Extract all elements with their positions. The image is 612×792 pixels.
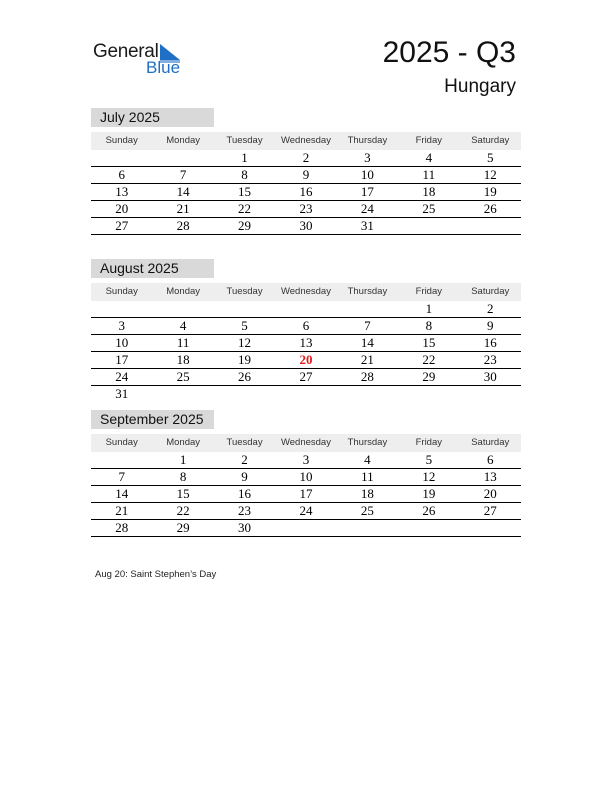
weekday-label: Thursday — [347, 135, 388, 146]
day-cell: 2 — [486, 301, 494, 316]
holiday-day-cell: 20 — [299, 352, 313, 367]
weekday-label: Saturday — [471, 286, 510, 297]
day-cell: 14 — [115, 486, 129, 501]
week-row — [91, 218, 521, 235]
day-cell: 24 — [360, 201, 374, 216]
day-cell: 9 — [486, 318, 494, 333]
day-cell: 1 — [241, 150, 248, 165]
day-cell: 28 — [360, 369, 374, 384]
day-cell: 2 — [302, 150, 310, 165]
day-cell: 29 — [422, 369, 436, 384]
day-cell: 12 — [483, 167, 497, 182]
country-name: Hungary — [444, 76, 516, 97]
day-cell: 29 — [176, 520, 190, 535]
day-cell: 5 — [425, 452, 433, 467]
week-row — [91, 352, 521, 369]
day-cell: 25 — [176, 369, 190, 384]
day-cell: 6 — [486, 452, 494, 467]
week-row — [91, 486, 521, 503]
week-row — [91, 503, 521, 520]
day-cell: 23 — [483, 352, 497, 367]
weekday-label: Thursday — [347, 437, 388, 448]
weekday-label: Wednesday — [280, 286, 331, 297]
day-cell: 1 — [179, 452, 187, 467]
day-cell — [460, 520, 521, 536]
weekday-label: Sunday — [105, 286, 138, 297]
weekday-label: Saturday — [471, 437, 510, 448]
weekday-label: Monday — [166, 437, 201, 448]
day-cell: 14 — [360, 335, 374, 350]
weekday-label: Monday — [166, 135, 201, 146]
day-cell: 1 — [425, 301, 433, 316]
week-row — [91, 386, 521, 402]
day-cell: 12 — [422, 469, 436, 484]
day-cell: 20 — [115, 201, 129, 216]
week-row — [91, 520, 521, 537]
day-cell: 5 — [486, 150, 494, 165]
weekday-label: Sunday — [105, 437, 138, 448]
day-cell: 8 — [241, 167, 248, 182]
day-cell: 7 — [118, 469, 125, 484]
day-cell: 28 — [115, 520, 129, 535]
day-cell: 6 — [118, 167, 125, 182]
day-cell: 16 — [238, 486, 252, 501]
day-cell: 18 — [422, 184, 436, 199]
day-cell: 24 — [299, 503, 313, 518]
day-cell — [91, 150, 152, 166]
day-cell: 17 — [360, 184, 374, 199]
day-cell: 12 — [238, 335, 252, 350]
day-cell: 26 — [238, 369, 252, 384]
week-row — [91, 452, 521, 469]
day-cell: 8 — [179, 469, 187, 484]
day-cell: 3 — [364, 150, 371, 165]
day-cell — [152, 150, 213, 166]
weekday-label: Tuesday — [226, 135, 263, 146]
brand-general-text: General — [93, 41, 159, 62]
day-cell: 25 — [422, 201, 436, 216]
day-cell: 24 — [115, 369, 129, 384]
weekday-label: Wednesday — [280, 135, 331, 146]
month-title: July 2025 — [91, 108, 214, 127]
weekday-label: Thursday — [347, 286, 388, 297]
day-cell — [460, 386, 521, 402]
day-cell: 23 — [238, 503, 252, 518]
day-cell: 6 — [302, 318, 310, 333]
day-cell: 11 — [176, 335, 190, 350]
day-cell: 19 — [483, 184, 497, 199]
day-cell: 26 — [422, 503, 436, 518]
day-cell: 3 — [302, 452, 310, 467]
day-cell — [460, 218, 521, 234]
week-row — [91, 167, 521, 184]
day-cell — [398, 520, 459, 536]
day-cell — [275, 301, 336, 317]
day-cell: 2 — [241, 452, 248, 467]
day-cell — [275, 386, 336, 402]
day-cell: 22 — [176, 503, 190, 518]
day-cell: 18 — [360, 486, 374, 501]
week-row — [91, 318, 521, 335]
weekday-label: Friday — [415, 286, 443, 297]
day-cell: 16 — [483, 335, 497, 350]
day-cell: 22 — [422, 352, 436, 367]
day-cell: 27 — [483, 503, 497, 518]
month-block-july — [91, 108, 521, 235]
day-cell — [398, 218, 459, 234]
weekday-label: Tuesday — [226, 437, 263, 448]
day-cell — [337, 386, 398, 402]
day-cell: 23 — [299, 201, 313, 216]
day-cell: 4 — [425, 150, 433, 165]
day-cell — [337, 520, 398, 536]
day-cell: 10 — [299, 469, 313, 484]
day-cell: 4 — [179, 318, 187, 333]
holiday-notes — [95, 569, 216, 580]
day-cell — [214, 301, 275, 317]
day-cell: 21 — [176, 201, 190, 216]
day-cell: 19 — [238, 352, 252, 367]
day-cell: 26 — [483, 201, 497, 216]
day-cell: 9 — [241, 469, 248, 484]
day-cell: 28 — [176, 218, 190, 233]
day-cell: 19 — [422, 486, 436, 501]
month-title: September 2025 — [91, 410, 214, 429]
day-cell: 15 — [422, 335, 436, 350]
day-cell: 30 — [238, 520, 252, 535]
day-cell: 31 — [360, 218, 374, 233]
weekday-header — [91, 132, 521, 150]
day-cell — [91, 452, 152, 468]
month-block-august — [91, 259, 521, 402]
week-row — [91, 335, 521, 352]
month-title: August 2025 — [91, 259, 214, 278]
day-cell — [337, 301, 398, 317]
week-row — [91, 369, 521, 386]
week-row — [91, 301, 521, 318]
day-cell: 11 — [422, 167, 436, 182]
day-cell: 18 — [176, 352, 190, 367]
weekday-label: Friday — [415, 437, 443, 448]
day-cell — [398, 386, 459, 402]
day-cell: 8 — [425, 318, 433, 333]
brand-logo — [93, 40, 193, 80]
week-row — [91, 184, 521, 201]
day-cell: 16 — [299, 184, 313, 199]
month-block-september — [91, 410, 521, 537]
day-cell: 17 — [299, 486, 313, 501]
day-cell: 9 — [302, 167, 310, 182]
day-cell: 27 — [299, 369, 313, 384]
week-row — [91, 150, 521, 167]
weekday-label: Wednesday — [280, 437, 331, 448]
day-cell: 27 — [115, 218, 129, 233]
holiday-note: Aug 20: Saint Stephen’s Day — [95, 569, 217, 580]
day-cell: 20 — [483, 486, 497, 501]
day-cell: 21 — [115, 503, 129, 518]
weekday-label: Sunday — [105, 135, 138, 146]
weekday-label: Friday — [415, 135, 443, 146]
week-row — [91, 469, 521, 486]
day-cell: 3 — [118, 318, 125, 333]
day-cell: 30 — [483, 369, 497, 384]
day-cell: 30 — [299, 218, 313, 233]
weekday-header — [91, 434, 521, 452]
day-cell: 5 — [241, 318, 248, 333]
day-cell: 17 — [115, 352, 129, 367]
day-cell — [214, 386, 275, 402]
day-cell — [91, 301, 152, 317]
day-cell: 13 — [115, 184, 129, 199]
weekday-label: Tuesday — [226, 286, 263, 297]
week-row — [91, 201, 521, 218]
day-cell: 14 — [176, 184, 190, 199]
day-cell — [275, 520, 336, 536]
day-cell: 4 — [364, 452, 371, 467]
day-cell — [152, 301, 213, 317]
day-cell: 10 — [115, 335, 129, 350]
day-cell: 7 — [364, 318, 371, 333]
brand-blue-text: Blue — [146, 58, 181, 77]
day-cell: 11 — [361, 469, 374, 484]
day-cell: 21 — [360, 352, 374, 367]
day-cell: 13 — [483, 469, 497, 484]
day-cell: 31 — [115, 386, 129, 401]
weekday-label: Monday — [166, 286, 201, 297]
day-cell: 25 — [360, 503, 374, 518]
day-cell: 15 — [176, 486, 190, 501]
weekday-label: Saturday — [471, 135, 510, 146]
day-cell — [152, 386, 213, 402]
weekday-header — [91, 283, 521, 301]
quarter-title: 2025 - Q3 — [382, 36, 516, 69]
day-cell: 10 — [360, 167, 374, 182]
day-cell: 13 — [299, 335, 313, 350]
day-cell: 29 — [238, 218, 252, 233]
day-cell: 7 — [179, 167, 187, 182]
day-cell: 22 — [238, 201, 252, 216]
day-cell: 15 — [238, 184, 252, 199]
